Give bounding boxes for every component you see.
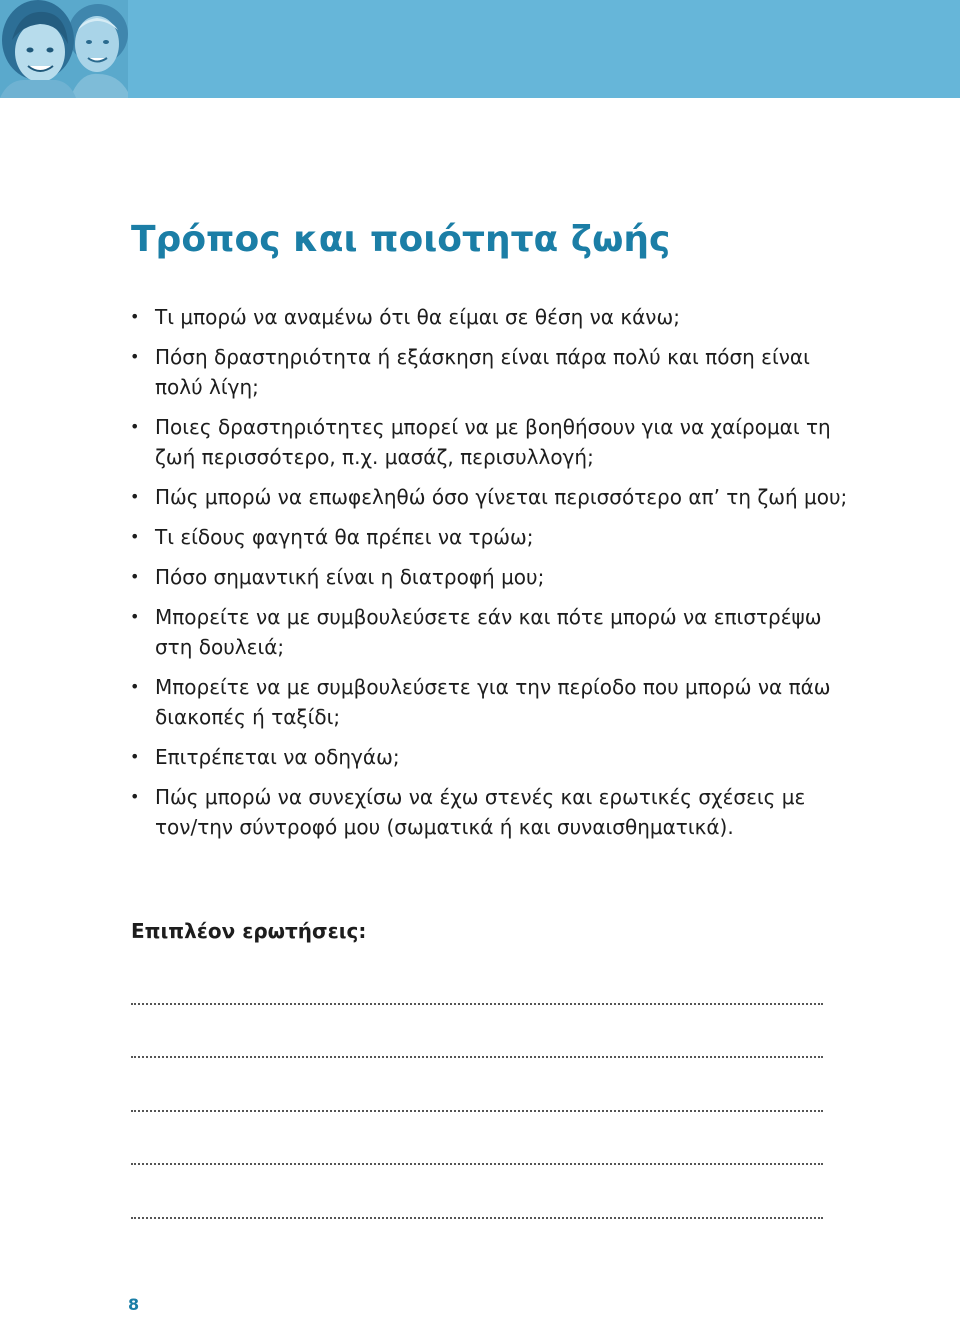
list-item — [129, 672, 849, 732]
bullet-icon: • — [130, 527, 140, 546]
bullet-icon: • — [130, 567, 140, 586]
answer-line — [131, 1056, 823, 1058]
answer-line — [131, 1003, 823, 1005]
list-item — [129, 742, 849, 772]
page-title: Τρόπος και ποιότητα ζωής — [131, 219, 671, 260]
question-text: Τι μπορώ να αναμένω ότι θα είμαι σε θέση να κάνω; — [155, 305, 680, 329]
list-item — [129, 412, 849, 472]
question-text: Πόσο σημαντική είναι η διατροφή μου; — [155, 565, 545, 589]
question-list — [129, 302, 849, 852]
answer-line — [131, 1217, 823, 1219]
list-item — [129, 342, 849, 402]
list-item — [129, 782, 849, 842]
question-text: Πώς μπορώ να συνεχίσω να έχω στενές και ερωτικές σχέσεις με τον/την σύντροφό μου (σωματικά ή και συναισθηματικά). — [155, 785, 806, 839]
further-questions-heading: Επιπλέον ερωτήσεις: — [131, 919, 367, 943]
bullet-icon: • — [130, 487, 140, 506]
list-item — [129, 562, 849, 592]
question-text: Ποιες δραστηριότητες μπορεί να με βοηθήσουν για να χαίρομαι τη ζωή περισσότερο, π.χ. μασάζ, περισυλλογή; — [155, 415, 831, 469]
bullet-icon: • — [130, 787, 140, 806]
list-item — [129, 522, 849, 552]
bullet-icon: • — [130, 417, 140, 436]
bullet-icon: • — [130, 347, 140, 366]
two-smiling-faces-photo — [0, 0, 128, 98]
question-text: Πόση δραστηριότητα ή εξάσκηση είναι πάρα πολύ και πόση είναι πολύ λίγη; — [155, 345, 810, 399]
answer-line — [131, 1110, 823, 1112]
list-item — [129, 602, 849, 662]
bullet-icon: • — [130, 677, 140, 696]
question-text: Μπορείτε να με συμβουλεύσετε για την περίοδο που μπορώ να πάω διακοπές ή ταξίδι; — [155, 675, 831, 729]
question-text: Μπορείτε να με συμβουλεύσετε εάν και πότε μπορώ να επιστρέψω στη δουλειά; — [155, 605, 822, 659]
question-text: Επιτρέπεται να οδηγάω; — [155, 745, 400, 769]
header-band — [0, 0, 960, 98]
list-item — [129, 482, 849, 512]
question-text: Πώς μπορώ να επωφεληθώ όσο γίνεται περισσότερο απ’ τη ζωή μου; — [155, 485, 848, 509]
answer-line — [131, 1163, 823, 1165]
bullet-icon: • — [130, 607, 140, 626]
list-item — [129, 302, 849, 332]
page-number: 8 — [128, 1295, 140, 1314]
question-text: Τι είδους φαγητά θα πρέπει να τρώω; — [155, 525, 534, 549]
bullet-icon: • — [130, 747, 140, 766]
bullet-icon: • — [130, 307, 140, 326]
